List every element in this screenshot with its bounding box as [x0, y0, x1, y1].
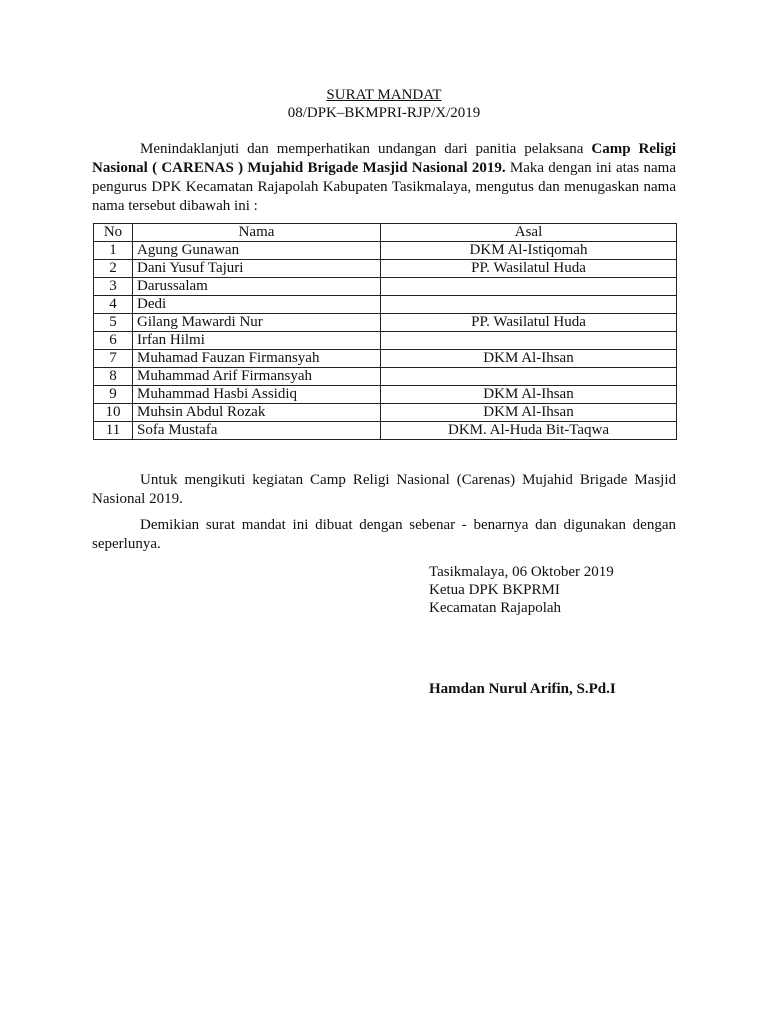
table-row [94, 386, 677, 404]
row-origin: DKM Al-Ihsan [381, 404, 677, 422]
table-row [94, 404, 677, 422]
intro-text-before: Menindaklanjuti dan memperhatikan undangan dari panitia pelaksana [140, 141, 592, 157]
table-row [94, 242, 677, 260]
table-row [94, 422, 677, 440]
row-name: Muhammad Hasbi Assidiq [133, 386, 381, 404]
row-origin [381, 332, 677, 350]
table-row [94, 260, 677, 278]
row-origin: DKM Al-Ihsan [381, 350, 677, 368]
letter-title: SURAT MANDAT [326, 87, 442, 103]
header-origin: Asal [381, 224, 677, 242]
row-no: 8 [94, 368, 133, 386]
row-no: 4 [94, 296, 133, 314]
row-no: 6 [94, 332, 133, 350]
signer-district: Kecamatan Rajapolah [429, 600, 562, 616]
header-no: No [94, 224, 133, 242]
intro-paragraph [92, 140, 676, 216]
row-name: Darussalam [133, 278, 381, 296]
row-no: 5 [94, 314, 133, 332]
row-no: 11 [94, 422, 133, 440]
row-no: 10 [94, 404, 133, 422]
closing-paragraph: Demikian surat mandat ini dibuat dengan sebenar - benarnya dan digunakan dengan seperlunya. [92, 517, 676, 552]
letter-number: 08/DPK–BKMPRI-RJP/X/2019 [287, 105, 481, 121]
signature-block [429, 563, 614, 617]
row-name: Irfan Hilmi [133, 332, 381, 350]
row-name: Dedi [133, 296, 381, 314]
row-name: Muhsin Abdul Rozak [133, 404, 381, 422]
row-no: 1 [94, 242, 133, 260]
intro-event-name: Camp Religi Nasional ( CARENAS ) Mujahid Brigade Masjid Nasional 2019. [92, 141, 676, 176]
row-no: 9 [94, 386, 133, 404]
table-row [94, 350, 677, 368]
row-origin [381, 296, 677, 314]
row-origin [381, 278, 677, 296]
purpose-paragraph: Untuk mengikuti kegiatan Camp Religi Nasional (Carenas) Mujahid Brigade Masjid Nasional 2019. [92, 472, 676, 507]
table-row [94, 368, 677, 386]
row-name: Gilang Mawardi Nur [133, 314, 381, 332]
delegates-table [93, 223, 677, 440]
table-header-row [94, 224, 677, 242]
table-row [94, 314, 677, 332]
row-name: Muhammad Arif Firmansyah [133, 368, 381, 386]
place-date: Tasikmalaya, 06 Oktober 2019 [429, 564, 614, 580]
intro-text-after: Maka dengan ini atas nama pengurus DPK Kecamatan Rajapolah Kabupaten Tasikmalaya, mengutus dan menugaskan nama nama tersebut dibawah ini : [92, 160, 677, 214]
row-name: Dani Yusuf Tajuri [133, 260, 381, 278]
table-row [94, 278, 677, 296]
row-origin: DKM Al-Istiqomah [381, 242, 677, 260]
header-name: Nama [133, 224, 381, 242]
signer-name: Hamdan Nurul Arifin, S.Pd.I [429, 681, 616, 697]
signer-position: Ketua DPK BKPRMI [429, 582, 560, 598]
table-row [94, 332, 677, 350]
row-origin: DKM. Al-Huda Bit-Taqwa [381, 422, 677, 440]
row-origin [381, 368, 677, 386]
row-no: 3 [94, 278, 133, 296]
table-row [94, 296, 677, 314]
row-name: Agung Gunawan [133, 242, 381, 260]
row-no: 7 [94, 350, 133, 368]
row-origin: PP. Wasilatul Huda [381, 260, 677, 278]
row-name: Sofa Mustafa [133, 422, 381, 440]
row-name: Muhamad Fauzan Firmansyah [133, 350, 381, 368]
row-origin: DKM Al-Ihsan [381, 386, 677, 404]
row-origin: PP. Wasilatul Huda [381, 314, 677, 332]
row-no: 2 [94, 260, 133, 278]
